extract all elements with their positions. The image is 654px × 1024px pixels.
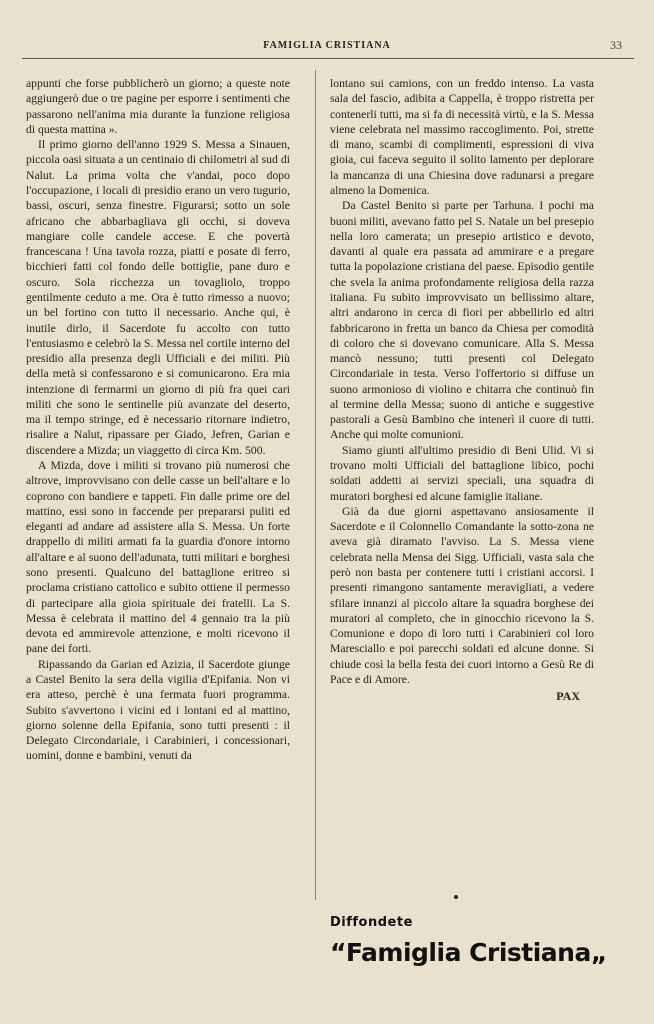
paragraph: lontano sui camions, con un freddo intenso. La vasta sala del fascio, adibita a Cappella, è troppo ristretta per contenerli tutti, ma si fa di necessità virtù, e la S. Messa viene celebrata nel massimo raccoglimento. Poi, strette di mano, scambi di complimenti, espressioni di viva gioia, cui faceva seguito il solito lamento per deplorare la mancanza di una Chiesina dove radunarsi a pregare almeno la Domenica. bbox=[330, 77, 594, 197]
author-signature: PAX bbox=[556, 689, 580, 704]
paragraph: Il primo giorno dell'anno 1929 S. Messa a Sinauen, piccola oasi situata a un centinaio di chilometri al sud di Nalut. La prima volta che v'andai, poco dopo l'occupazione, i locali di presidio erano un vero tugurio, bassi, oscuri, senza finestre. Figurarsi; sotto un sole africano che abbarbagliava gli occhi, si doveva mangiare colle candele accese. E che povertà francescana ! Una tavola rozza, piatti e posate di ferro, bicchieri fatti col fondo delle bottiglie, pane duro e oscuro. Sola ricchezza un tovagliolo, troppo gentilmente ceduto a me. Ora è tutto rimesso a nuovo; un bel fortino con tutto il necessario. Anche qui, è inutile dirlo, il Sacerdote fu accolto con tutto l'entusiasmo e celebrò la S. Messa nel cortile interno del presidio alla presenza degli Ufficiali e dei militi. Più della metà si confessarono e si comunicarono. Era mia intenzione di fermarmi un giorno di più fra quei cari militi che sono le sentinelle più avanzate del deserto, ma il tempo stringe, ed è necessario ritornare indietro, risalire a Nalut, ripassare per Giado, Jefren, Garian e discendere a Mizda; un viaggetto di circa Km. 500. bbox=[26, 138, 290, 457]
paragraph: Siamo giunti all'ultimo presidio di Beni Ulid. Vi si trovano molti Ufficiali del battaglione libico, pochi soldati addetti ai servizi speciali, una squadra di muratori borghesi ed alcune famiglie italiane. bbox=[330, 443, 594, 503]
paragraph: Da Castel Benito si parte per Tarhuna. I pochi ma buoni militi, avevano fatto pel S. Natale un bel presepio nella loro camerata; un presepio artistico e devoto, davanti al quale era passata ad ammirare e a pregare tutta la popolazione cristiana del paese. Episodio gentile che svela la anima profondamente religiosa della razza italiana. Fu subito improvvisato un bellissimo altare, altri andarono in cerca di fiori per abbellirlo ed altri fabbricarono in fretta un banco da Chiesa per comodità di coloro che si dovevano comunicare. Alla S. Messa mancò nessuno; tutti presenti col Delegato Circondariale in testa. Verso l'offertorio si diffuse un suono armonioso di violino e chitarra che continuò fin al termine della Messa; suono di antiche e suggestive pastorali a Gesù Bambino che intenerì il cuore di tutti. Anche qui molte comunioni. bbox=[330, 199, 594, 442]
page-header bbox=[22, 40, 632, 56]
left-column bbox=[26, 76, 290, 764]
paragraph: A Mizda, dove i militi si trovano più numerosi che altrove, improvvisano con delle casse un bell'altare e lo coprono con bandiere e tappeti. Fin dalle prime ore del mattino, essi sono in faccende per prepararsi puliti ed eleganti ad andare ad assistere alla S. Messa. Un forte drappello di militi armati fa la guardia d'onore intorno all'altare e al suono dell'adunata, tutti militari e borghesi sono presenti. Qualcuno del battaglione eritreo si proclama cristiano cattolico e subito ottiene il permesso di partecipare alla gioia spirituale dei fratelli. La S. Messa è celebrata il mattino del 4 gennaio tra la più devota ed ammirevole attenzione, e molti ricevono il pane dei forti. bbox=[26, 459, 290, 656]
ad-line-big: “Famiglia Cristiana„ bbox=[330, 938, 607, 967]
running-title: FAMIGLIA CRISTIANA bbox=[263, 40, 391, 51]
advertisement bbox=[330, 905, 610, 967]
paragraph: Già da due giorni aspettavano ansiosamente il Sacerdote e il Colonnello Comandante la sotto-zona ne aveva già diramato l'avviso. La S. Messa viene celebrata nella Mensa dei Sigg. Ufficiali, vasta sala che però non basta per contenere tutti i cristiani accorsi. I presenti rimangono santamente meravigliati, a vedere sfilare innanzi al piccolo altare la squadra borghese dei muratori al completo, che in ginocchio ricevono la S. Comunione e dopo di loro tutti i Carabinieri col loro Maresciallo e poi parecchi soldati ed alcune donne. Si chiude così la bella festa dei cuori intorno a Gesù Re di Pace e di Amore. bbox=[330, 504, 594, 686]
page-number: 33 bbox=[610, 38, 622, 52]
right-column bbox=[330, 76, 594, 705]
paragraph: Ripassando da Garian ed Azizia, il Sacerdote giunge a Castel Benito la sera della vigilia d'Epifania. Non vi era atteso, perchè è una fermata fuori programma. Subito s'avvertono i vicini ed i lontani ed al mattino, giorno solenne della Epifania, sono tutti presenti : il Delegato Circondariale, i Carabinieri, i concessionari, uomini, donne e bambini, venuti da bbox=[26, 657, 290, 763]
ornament-dot bbox=[454, 895, 458, 899]
header-rule bbox=[22, 58, 634, 59]
paragraph: appunti che forse pubblicherò un giorno; a queste note aggiungerò due o tre pagine per esporre i sentimenti che passarono nell'anima mia durante la funzione religiosa di questa mattina ». bbox=[26, 77, 290, 136]
ad-line-small: Diffondete bbox=[330, 915, 413, 930]
column-divider bbox=[315, 70, 316, 900]
